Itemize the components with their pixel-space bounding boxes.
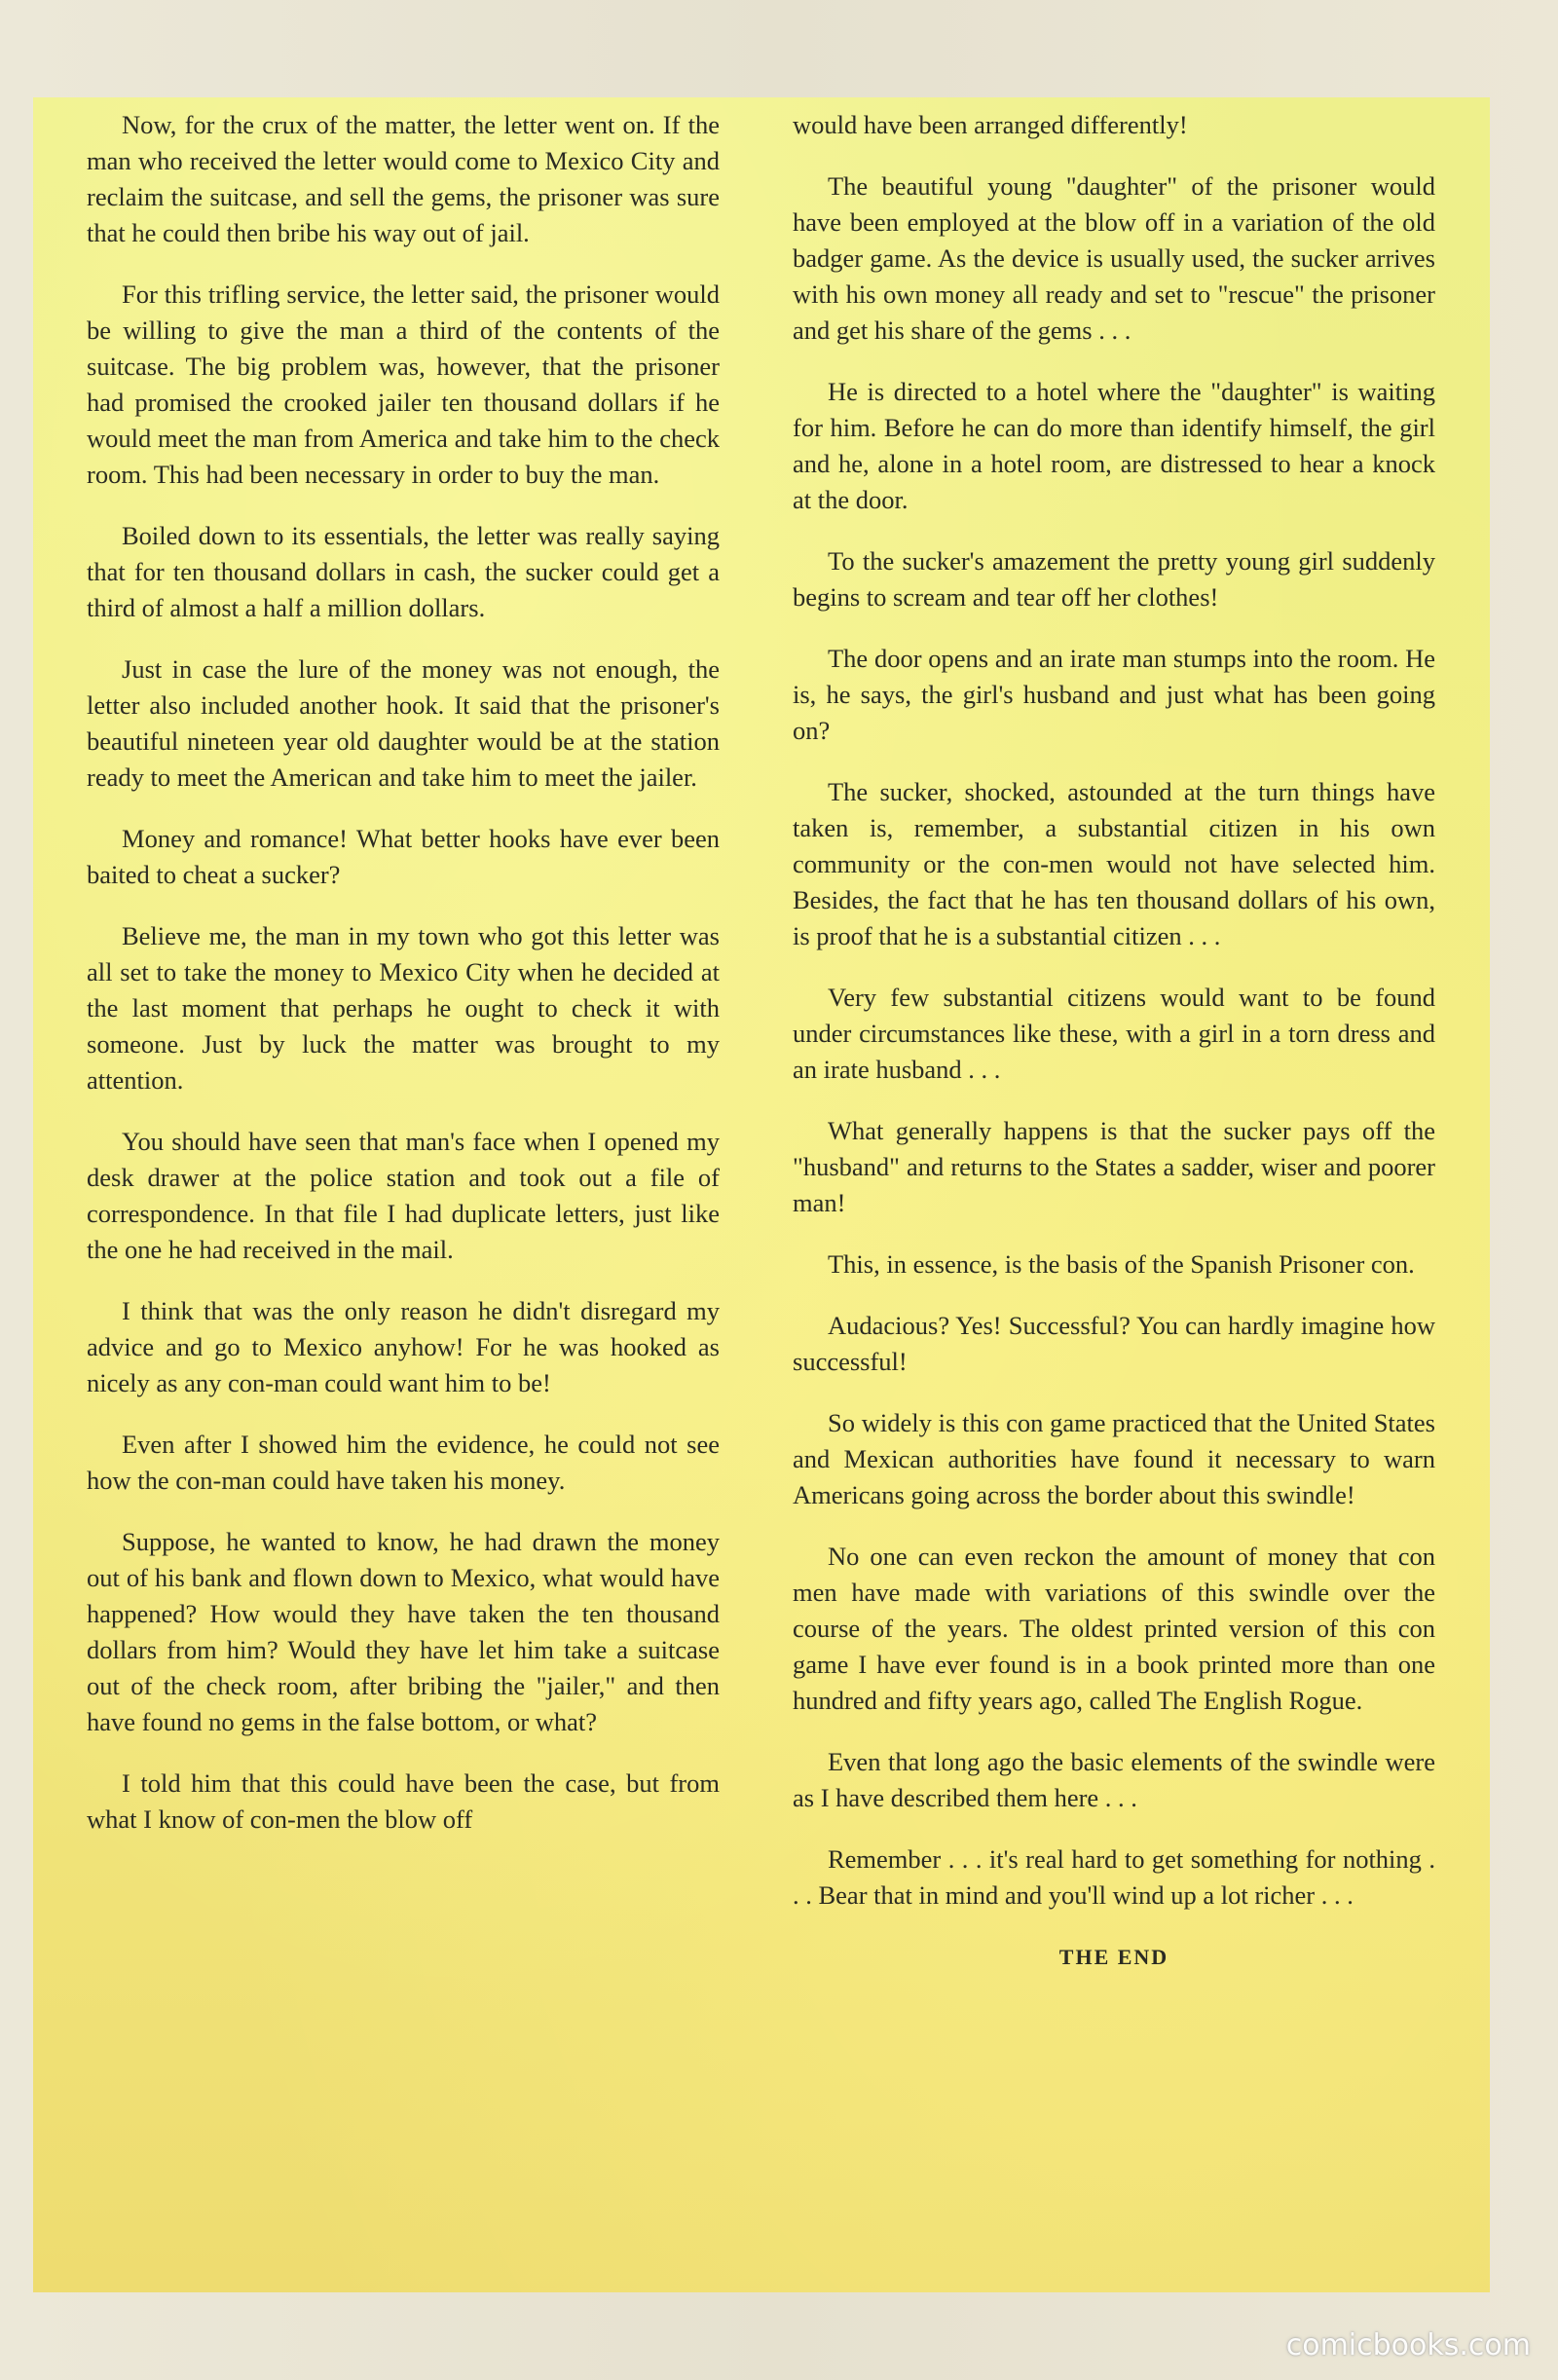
right-column — [793, 107, 1435, 2000]
paragraph: Money and romance! What better hooks have ever been baited to cheat a sucker? — [87, 824, 720, 889]
paragraph: Audacious? Yes! Successful? You can hardly imagine how successful! — [793, 1311, 1435, 1376]
left-column — [87, 107, 720, 1863]
paragraph: The sucker, shocked, astounded at the turn things have taken is, remember, a substantial citizen in his own community or the con-men would not have selected him. Besides, the fact that he has ten thousand dollars of his own, is proof that he is a substantial citizen . . . — [793, 777, 1435, 950]
paragraph: I think that was the only reason he didn't disregard my advice and go to Mexico anyhow! For he was hooked as nicely as any con-man could want him to be! — [87, 1296, 720, 1397]
paragraph: You should have seen that man's face when I opened my desk drawer at the police station and took out a file of correspondence. In that file I had duplicate letters, just like the one he had received in the mail. — [87, 1127, 720, 1264]
paragraph: Just in case the lure of the money was not enough, the letter also included another hook. It said that the prisoner's beautiful nineteen year old daughter would be at the station ready to meet the American and take him to meet the jailer. — [87, 654, 720, 792]
paragraph: Now, for the crux of the matter, the letter went on. If the man who received the letter would come to Mexico City and reclaim the suitcase, and sell the gems, the prisoner was sure that he could then bribe his way out of jail. — [87, 110, 720, 247]
paragraph: This, in essence, is the basis of the Spanish Prisoner con. — [828, 1249, 1415, 1279]
paragraph: The beautiful young "daughter" of the prisoner would have been employed at the blow off in a variation of the old badger game. As the device is usually used, the sucker arrives with his own money all ready and set to "rescue" the prisoner and get his share of the gems . . . — [793, 171, 1435, 345]
watermark: comicbooks.com — [1285, 2328, 1531, 2362]
paragraph: Very few substantial citizens would want to be found under circumstances like these, with a girl in a torn dress and an irate husband . . . — [793, 983, 1435, 1084]
paragraph: The door opens and an irate man stumps into the room. He is, he says, the girl's husband and just what has been going on? — [793, 644, 1435, 745]
paragraph: He is directed to a hotel where the "daughter" is waiting for him. Before he can do more than identify himself, the girl and he, alone in a hotel room, are distressed to hear a knock at the door. — [793, 377, 1435, 514]
paragraph: Suppose, he wanted to know, he had drawn the money out of his bank and flown down to Mexico, what would have happened? How would they have taken the ten thousand dollars from him? Would they have let him take a suitcase out of the check room, after bribing the "jailer," and then have found no gems in the false bottom, or what? — [87, 1527, 720, 1736]
paragraph: No one can even reckon the amount of money that con men have made with variations of this swindle over the course of the years. The oldest printed version of this con game I have ever found is in a book printed more than one hundred and fifty years ago, called The English Rogue. — [793, 1542, 1435, 1715]
paragraph: Even that long ago the basic elements of the swindle were as I have described them here . . . — [793, 1747, 1435, 1812]
text-panel — [33, 97, 1490, 2292]
paragraph: I told him that this could have been the case, but from what I know of con-men the blow off — [87, 1768, 720, 1834]
paragraph: Even after I showed him the evidence, he could not see how the con-man could have taken his money. — [87, 1430, 720, 1495]
paragraph: What generally happens is that the sucker pays off the "husband" and returns to the States a sadder, wiser and poorer man! — [793, 1116, 1435, 1217]
the-end-label: THE END — [1058, 1945, 1169, 1969]
paragraph: For this trifling service, the letter said, the prisoner would be willing to give the man a third of the contents of the suitcase. The big problem was, however, that the prisoner had promised the crooked jailer ten thousand dollars if he would meet the man from America and take him to the check room. This had been necessary in order to buy the man. — [87, 279, 720, 489]
paragraph: Remember . . . it's real hard to get something for nothing . . . Bear that in mind and you'll wind up a lot richer . . . — [793, 1844, 1435, 1910]
paragraph: Boiled down to its essentials, the letter was really saying that for ten thousand dollars in cash, the sucker could get a third of almost a half a million dollars. — [87, 521, 720, 622]
paragraph: So widely is this con game practiced that the United States and Mexican authorities have found it necessary to warn Americans going across the border about this swindle! — [793, 1408, 1435, 1509]
continued-sentence: would have been arranged differently! — [793, 110, 1188, 139]
paragraph: To the sucker's amazement the pretty young girl suddenly begins to scream and tear off her clothes! — [793, 546, 1435, 612]
paragraph: Believe me, the man in my town who got this letter was all set to take the money to Mexico City when he decided at the last moment that perhaps he ought to check it with someone. Just by luck the matter was brought to my attention. — [87, 921, 720, 1095]
